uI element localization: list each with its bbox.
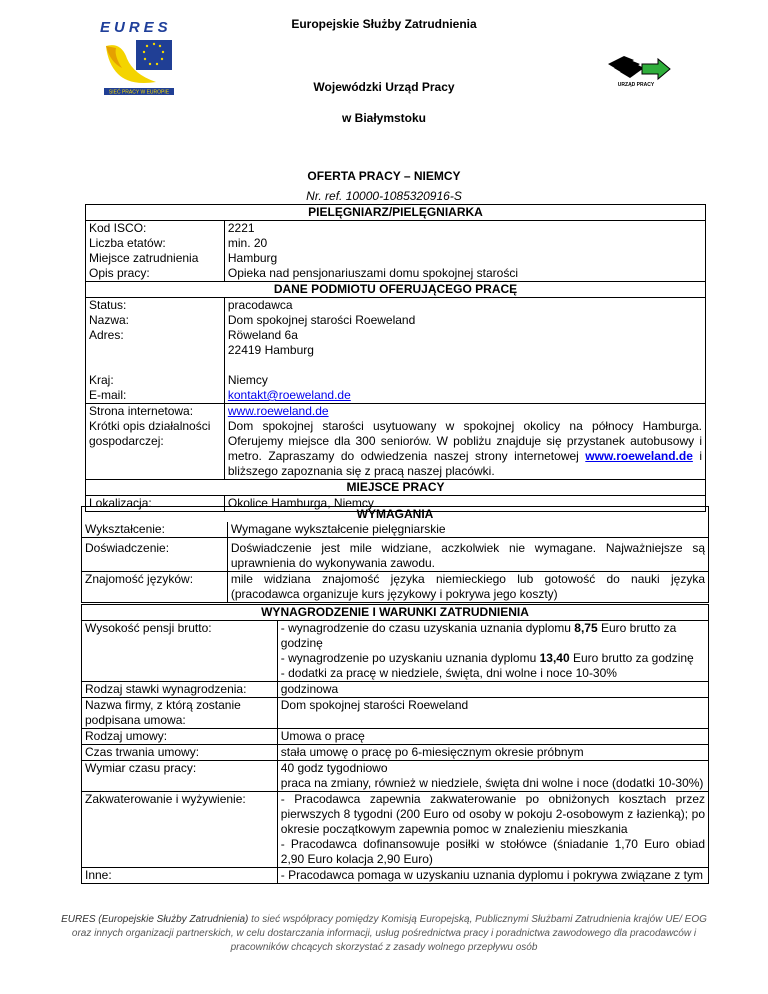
rate-label: Rodzaj stawki wynagrodzenia: bbox=[82, 682, 278, 698]
address-line-1: Röweland 6a bbox=[227, 328, 298, 342]
employer-name: Dom spokojnej starości Roeweland bbox=[227, 313, 416, 327]
country-value: Niemcy bbox=[227, 373, 268, 387]
footer bbox=[60, 913, 708, 955]
desc-value: Opieka nad pensjonariuszami domu spokojnej starości bbox=[227, 266, 519, 280]
rate-value: godzinowa bbox=[277, 682, 708, 698]
languages-label: Znajomość języków: bbox=[82, 572, 228, 603]
count-value: min. 20 bbox=[227, 236, 268, 250]
offer-title: OFERTA PRACY – NIEMCY bbox=[307, 169, 461, 183]
other-label: Inne: bbox=[82, 868, 278, 884]
about-labels: Strona internetowa: Krótki opis działalności gospodarczej: bbox=[86, 404, 225, 480]
experience-value: Doświadczenie jest mile widziane, aczkolwiek nie wymagane. Najważniejsze są uprawnienia do wykonywania zawodu. bbox=[227, 538, 708, 572]
hours-value: 40 godz tygodniowo praca na zmiany, również w niedziele, święta dni wolne i noce (dodatki 10-30%) bbox=[277, 761, 708, 792]
website-link[interactable]: www.roeweland.de bbox=[227, 404, 329, 418]
salary-label: Wysokość pensji brutto: bbox=[82, 621, 278, 682]
company-label: Nazwa firmy, z którą zostanie podpisana umowa: bbox=[82, 698, 278, 729]
employer-section-title: DANE PODMIOTU OFERUJĄCEGO PRACĘ bbox=[86, 282, 706, 298]
footer-line-3: pracowników chcących skorzystać z zasady wolnego przepływu osób bbox=[230, 942, 538, 953]
isco-label: Kod ISCO: Liczba etatów: Miejsce zatrudnienia Opis pracy: bbox=[86, 221, 225, 282]
other-value: - Pracodawca pomaga w uzyskaniu uznania dyplomu i pokrywa związane z tym bbox=[277, 868, 708, 884]
contract-label: Rodzaj umowy: bbox=[82, 729, 278, 745]
duration-label: Czas trwania umowy: bbox=[82, 745, 278, 761]
about-values: www.roeweland.de Dom spokojnej starości usytuowany w spokojnej okolicy na północy Hamburga. Oferujemy miejsce dla 300 seniorów. W pobliżu znajduje się przystanek autobusowy i metro. Zapraszamy do odwiedzenia naszej strony internetowej www.roeweland.de i bliższego zapoznania się z pracą naszej placówki. bbox=[224, 404, 705, 480]
eures-logo-text: EURES bbox=[100, 19, 172, 36]
conditions-section-title: WYNAGRODZENIE I WARUNKI ZATRUDNIENIA bbox=[82, 605, 709, 621]
requirements-section-title: WYMAGANIA bbox=[82, 507, 709, 523]
office-city: w Białymstoku bbox=[341, 111, 427, 125]
requirements-table bbox=[81, 506, 709, 603]
office-name: Wojewódzki Urząd Pracy bbox=[313, 80, 455, 94]
hours-label: Wymiar czasu pracy: bbox=[82, 761, 278, 792]
duration-value: stała umowę o pracę po 6-miesięcznym okresie próbnym bbox=[277, 745, 708, 761]
education-value: Wymagane wykształcenie pielęgniarskie bbox=[227, 522, 708, 538]
job-basic-values bbox=[224, 221, 705, 282]
reference-number: Nr. ref. 10000-1085320916-S bbox=[306, 189, 462, 203]
employer-labels: Status: Nazwa: Adres: Kraj: E-mail: bbox=[86, 298, 225, 404]
urzad-pracy-logo-text: URZĄD PRACY bbox=[617, 82, 655, 88]
job-offer-table bbox=[85, 204, 706, 512]
location-label: Lokalizacja: bbox=[86, 496, 225, 512]
housing-label: Zakwaterowanie i wyżywienie: bbox=[82, 792, 278, 868]
housing-value: - Pracodawca zapewnia zakwaterowanie po obniżonych kosztach przez pierwszych 8 tygodni (200 Euro od osoby w pokoju 2-osobowym z łazienką); po okresie początkowym zapewnia pomoc w znalezieniu mieszkania - Pracodawca dofinansowuje posiłki w stołówce (śniadanie 1,70 Euro obiad 2,90 Euro kolacja 2,90 Euro) bbox=[277, 792, 708, 868]
job-title: PIELĘGNIARZ/PIELĘGNIARKA bbox=[86, 205, 706, 221]
eures-logo-sub: SIEĆ PRACY W EUROPIE bbox=[108, 89, 170, 96]
footer-line-1: to sieć współpracy pomiędzy Komisją Europejską, Publicznymi Służbami Zatrudnienia krajów UE/ EOG bbox=[248, 914, 707, 925]
conditions-table bbox=[81, 604, 709, 884]
address-line-2: 22419 Hamburg bbox=[227, 343, 314, 357]
company-value: Dom spokojnej starości Roeweland bbox=[277, 698, 708, 729]
contract-value: Umowa o pracę bbox=[277, 729, 708, 745]
languages-value: mile widziana znajomość języka niemieckiego lub gotowość do nauki języka (pracodawca organizuje kurs językowy i pokrywa jego koszty) bbox=[227, 572, 708, 603]
isco-value: 2221 bbox=[227, 221, 255, 235]
employer-values bbox=[224, 298, 705, 404]
website-link-inline[interactable]: www.roeweland.de bbox=[585, 449, 693, 463]
education-label: Wykształcenie: bbox=[82, 522, 228, 538]
status-value: pracodawca bbox=[227, 298, 293, 312]
footer-org: EURES (Europejskie Służby Zatrudnienia) bbox=[61, 914, 249, 925]
salary-value: - wynagrodzenie do czasu uzyskania uznania dyplomu 8,75 Euro brutto za godzinę - wynagrodzenie po uzyskaniu uznania dyplomu 13,40 Euro brutto za godzinę - dodatki za pracę w niedziele, święta, dni wolne i noce 10-30% bbox=[277, 621, 708, 682]
top-title: Europejskie Służby Zatrudnienia bbox=[291, 17, 477, 31]
place-value: Hamburg bbox=[227, 251, 278, 265]
location-value: Okolice Hamburga, Niemcy bbox=[224, 496, 705, 512]
footer-line-2: oraz innych organizacji partnerskich, w celu dostarczania informacji, usług pośrednictwa pracy i poradnictwa zawodowego dla pracodawców i bbox=[71, 928, 697, 939]
email-link[interactable]: kontakt@roeweland.de bbox=[227, 388, 351, 402]
experience-label: Doświadczenie: bbox=[82, 538, 228, 572]
location-section-title: MIEJSCE PRACY bbox=[86, 480, 706, 496]
